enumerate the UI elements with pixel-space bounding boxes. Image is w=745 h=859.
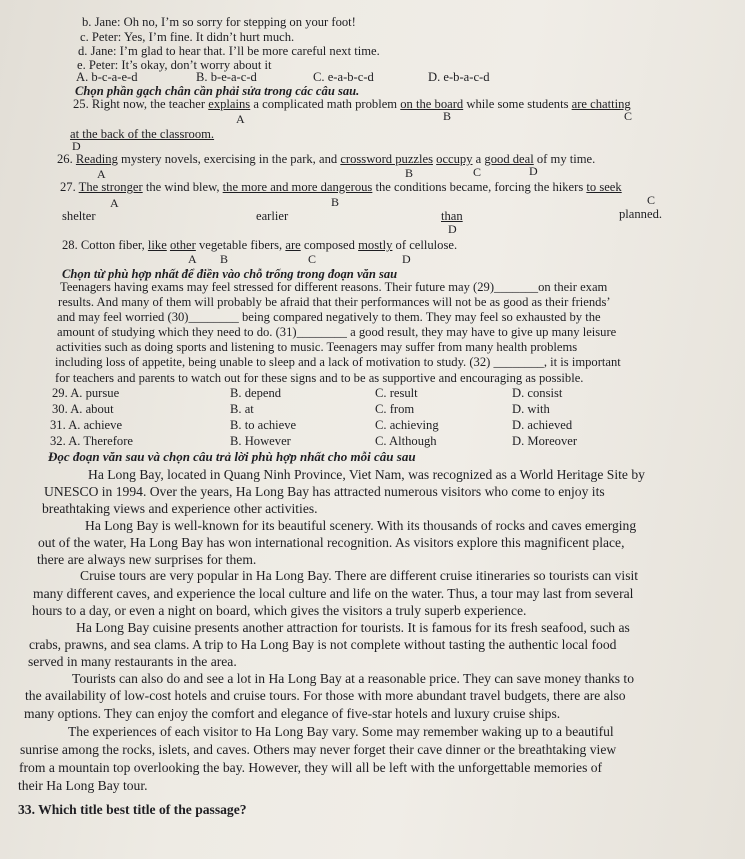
reading-line-14: the availability of low-cost hotels and cruise tours. For those with more abundant travel budgets, there are also <box>25 688 626 703</box>
reading-line-15: many options. They can enjoy the comfort and elegance of five-star hotels and luxury cruise ships. <box>24 706 561 721</box>
q25-letter-a: A <box>236 112 245 126</box>
q29-option-b[interactable]: B. depend <box>230 386 282 400</box>
q31-option-c[interactable]: C. achieving <box>375 418 439 432</box>
q25-part-b: on the board <box>400 97 464 111</box>
q27-part-c: to seek <box>586 180 622 194</box>
q29-option-c[interactable]: C. result <box>375 386 418 400</box>
q30-option-a[interactable]: 30. A. about <box>52 402 114 416</box>
q26-letter-c: C <box>473 165 482 179</box>
reading-line-4: Ha Long Bay is well-known for its beautiful scenery. With its thousands of rocks and caves emerging <box>85 518 637 533</box>
dialogue-option-d[interactable]: D. e-b-a-c-d <box>428 70 490 84</box>
reading-line-9: hours to a day, or even a night on board, which gives the visitors a truly superb experience. <box>32 603 527 618</box>
question-26: 26. Reading mystery novels, exercising in the park, and crossword puzzles occupy a good deal of my time. <box>57 152 596 166</box>
reading-line-12: served in many restaurants in the area. <box>28 654 237 669</box>
dialogue-line-d: d. Jane: I’m glad to hear that. I’ll be more careful next time. <box>78 44 380 58</box>
q28-letter-b: B <box>220 252 229 266</box>
dialogue-option-b[interactable]: B. b-e-a-c-d <box>196 70 257 84</box>
q28-letter-a: A <box>188 252 197 266</box>
q32-option-a[interactable]: 32. A. Therefore <box>50 434 133 448</box>
q30-option-c[interactable]: C. from <box>375 402 415 416</box>
q32-option-d[interactable]: D. Moreover <box>512 434 578 448</box>
dialogue-line-b: b. Jane: Oh no, I’m so sorry for stepping on your foot! <box>82 15 356 29</box>
cloze-line-5: activities such as doing sports and listening to music. Teenagers may suffer from many health problems <box>56 340 578 354</box>
q30-option-b[interactable]: B. at <box>230 402 254 416</box>
q25-part-a: explains <box>208 97 251 111</box>
cloze-line-7: for teachers and parents to watch out for these signs and to be as supportive and encouraging as possible. <box>55 371 584 385</box>
cloze-line-1: Teenagers having exams may feel stressed for different reasons. Their future may (29)_______on their exam <box>60 280 608 294</box>
reading-line-6: there are always new surprises for them. <box>37 552 257 567</box>
q27-part-a: The stronger <box>78 180 143 194</box>
q31-option-b[interactable]: B. to achieve <box>230 418 297 432</box>
question-25: 25. Right now, the teacher explains a complicated math problem on the board while some students are chatting <box>73 97 631 111</box>
q26-letter-d: D <box>529 164 538 178</box>
q27-word-earlier: earlier <box>256 209 289 223</box>
dialogue-line-e: e. Peter: It’s okay, don’t worry about it <box>77 58 272 72</box>
reading-line-7: Cruise tours are very popular in Ha Long Bay. There are different cruise itineraries so tourists can visit <box>80 568 639 583</box>
q25-letter-d: D <box>72 139 81 153</box>
section-error-heading: Chọn phần gạch chân cần phải sửa trong các câu sau. <box>75 84 360 98</box>
reading-line-3: breathtaking views and experience other activities. <box>42 501 318 516</box>
q28-part-c: are <box>285 238 301 252</box>
question-27: 27. The stronger the wind blew, the more and more dangerous the conditions became, forcing the hikers to seek <box>60 180 622 194</box>
question-28: 28. Cotton fiber, like other vegetable fibers, are composed mostly of cellulose. <box>62 238 458 252</box>
q27-word-shelter: shelter <box>62 209 96 223</box>
section-cloze-heading: Chọn từ phù hợp nhất để điền vào chỗ trống trong đoạn văn sau <box>62 267 398 281</box>
reading-line-10: Ha Long Bay cuisine presents another attraction for tourists. It is famous for its fresh seafood, such as <box>76 620 630 635</box>
cloze-line-4: amount of studying which they need to do. (31)________ a good result, they may have to give up many leisure <box>57 325 617 339</box>
reading-line-13: Tourists can also do and see a lot in Ha Long Bay at a reasonable price. They can save money thanks to <box>72 671 635 686</box>
reading-line-19: their Ha Long Bay tour. <box>18 778 148 793</box>
q29-option-a[interactable]: 29. A. pursue <box>52 386 120 400</box>
q27-word-planned: planned. <box>619 207 663 221</box>
q26-part-b: crossword puzzles <box>340 152 433 166</box>
q27-letter-b: B <box>331 195 340 209</box>
q27-part-b: the more and more dangerous <box>222 180 373 194</box>
q27-letter-a: A <box>110 196 119 210</box>
q27-letter-d: D <box>448 222 457 236</box>
q30-option-d[interactable]: D. with <box>512 402 550 416</box>
dialogue-option-c[interactable]: C. e-a-b-c-d <box>313 70 374 84</box>
dialogue-option-a[interactable]: A. b-c-a-e-d <box>76 70 138 84</box>
reading-line-2: UNESCO in 1994. Over the years, Ha Long Bay has attracted numerous visitors who come to enjoy its <box>44 484 605 499</box>
q27-letter-c: C <box>647 193 656 207</box>
question-25-line-2 <box>70 127 214 141</box>
reading-line-18: from a mountain top overlooking the bay. However, they will all be left with the unforgettable memories of <box>19 760 603 775</box>
q25-part-d: at the back of the classroom. <box>70 127 215 141</box>
section-reading-heading: Đọc đoạn văn sau và chọn câu trả lời phù hợp nhất cho mỗi câu sau <box>48 449 416 464</box>
q26-part-d: good deal <box>484 152 534 166</box>
q28-part-a: like <box>147 238 167 252</box>
q26-part-c: occupy <box>436 152 473 166</box>
q29-option-d[interactable]: D. consist <box>512 386 563 400</box>
reading-line-11: crabs, prawns, and sea clams. A trip to Ha Long Bay is not complete without tasting the authentic local food <box>29 637 617 652</box>
reading-line-5: out of the water, Ha Long Bay has won international recognition. As visitors explore this magnificent place, <box>38 535 625 550</box>
reading-line-16: The experiences of each visitor to Ha Long Bay vary. Some may remember waking up to a beautiful <box>68 724 614 739</box>
cloze-line-3: and may feel worried (30)________ being compared negatively to them. They may feel so exhausted by the <box>57 310 601 324</box>
q26-letter-b: B <box>405 166 414 180</box>
cloze-line-6: including loss of appetite, being unable to sleep and a lack of motivation to study. (32) ________, it is important <box>55 355 621 369</box>
q28-letter-d: D <box>402 252 411 266</box>
q27-part-d: than <box>441 209 463 223</box>
q28-letter-c: C <box>308 252 317 266</box>
cloze-line-2: results. And many of them will probably be afraid that their performances will not be as good as their friends’ <box>58 295 611 309</box>
q31-option-a[interactable]: 31. A. achieve <box>50 418 123 432</box>
q25-letter-c: C <box>624 109 633 123</box>
q31-option-d[interactable]: D. achieved <box>512 418 573 432</box>
q32-option-b[interactable]: B. However <box>230 434 291 448</box>
dialogue-line-c: c. Peter: Yes, I’m fine. It didn’t hurt much. <box>80 30 295 44</box>
q28-part-d: mostly <box>358 238 393 252</box>
q25-letter-b: B <box>443 109 452 123</box>
q32-option-c[interactable]: C. Although <box>375 434 437 448</box>
reading-line-8: many different caves, and experience the local culture and life on the water. Thus, a tour may last from several <box>33 586 634 601</box>
reading-line-17: sunrise among the rocks, islets, and caves. Others may never forget their cave dinner or the breathtaking view <box>20 742 617 757</box>
q26-letter-a: A <box>97 167 106 181</box>
q28-part-b: other <box>169 238 196 252</box>
reading-line-1: Ha Long Bay, located in Quang Ninh Province, Viet Nam, was recognized as a World Heritage Site by <box>88 467 645 482</box>
question-33: 33. Which title best title of the passage? <box>18 802 247 817</box>
q26-part-a: Reading <box>75 152 118 166</box>
q25-part-c: are chatting <box>571 97 631 111</box>
